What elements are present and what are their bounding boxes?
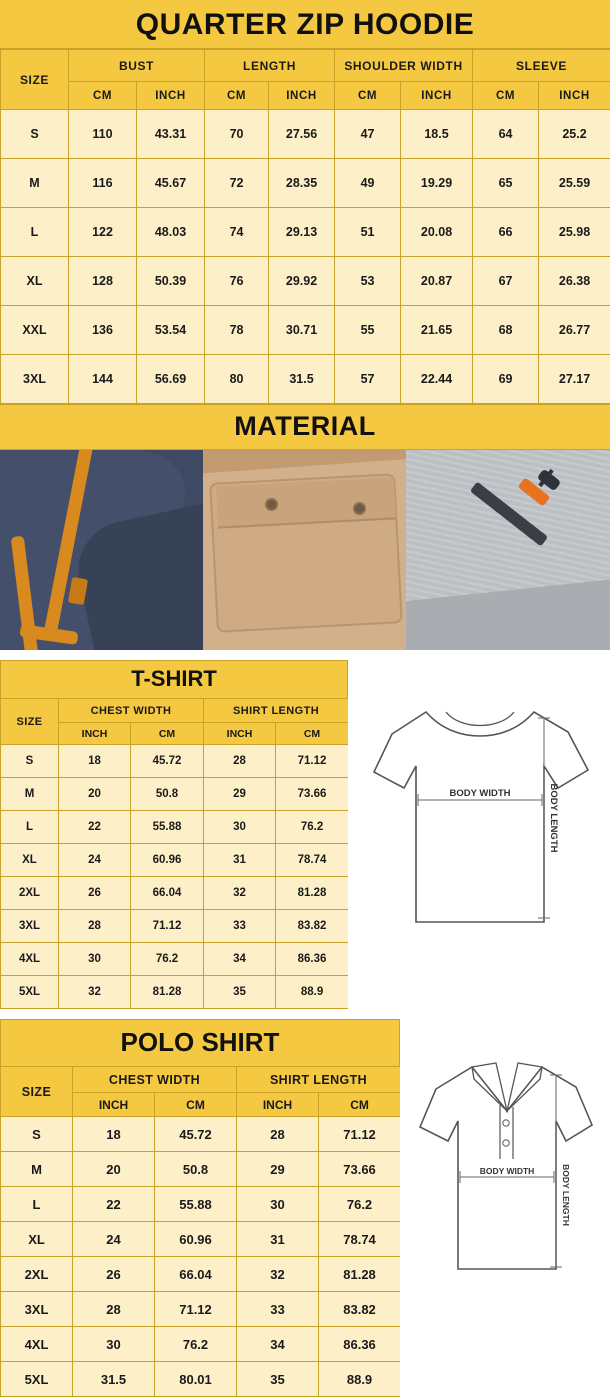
table-row — [1, 110, 610, 159]
hoodie-cell-shoulder-cm: 57 — [335, 355, 401, 404]
hoodie-cell-bust-inch: 53.54 — [137, 306, 205, 355]
tshirt-cell-chest-inch: 20 — [59, 778, 131, 811]
tshirt-cell-size: 4XL — [1, 943, 59, 976]
polo-cell-chest-cm: 80.01 — [155, 1362, 237, 1397]
polo-cell-length-inch: 32 — [237, 1257, 319, 1292]
hoodie-cell-shoulder-inch: 21.65 — [401, 306, 473, 355]
polo-cell-length-cm: 83.82 — [319, 1292, 401, 1327]
polo-body-width-label: BODY WIDTH — [480, 1166, 535, 1176]
table-row — [1, 1362, 401, 1397]
tshirt-cell-length-inch: 31 — [204, 844, 276, 877]
hoodie-cell-sleeve-inch: 27.17 — [539, 355, 610, 404]
polo-cell-size: 4XL — [1, 1327, 73, 1362]
tshirt-body-width-label: BODY WIDTH — [449, 788, 510, 799]
tshirt-group-header-row — [1, 699, 349, 723]
tshirt-cell-length-inch: 29 — [204, 778, 276, 811]
polo-cell-length-inch: 35 — [237, 1362, 319, 1397]
hoodie-header-size: SIZE — [1, 50, 69, 110]
spacer — [0, 1009, 610, 1019]
hoodie-cell-size: S — [1, 110, 69, 159]
hoodie-cell-bust-cm: 110 — [69, 110, 137, 159]
polo-diagram — [400, 1019, 610, 1397]
hoodie-unit-shoulder-cm: CM — [335, 82, 401, 110]
tshirt-cell-length-cm: 83.82 — [276, 910, 349, 943]
table-row — [1, 1187, 401, 1222]
tshirt-diagram — [348, 660, 610, 1009]
hoodie-cell-shoulder-inch: 19.29 — [401, 159, 473, 208]
material-banner: MATERIAL — [0, 404, 610, 450]
polo-header-size: SIZE — [1, 1067, 73, 1117]
hoodie-cell-size: M — [1, 159, 69, 208]
hoodie-header-sleeve: SLEEVE — [473, 50, 610, 82]
hoodie-unit-sleeve-cm: CM — [473, 82, 539, 110]
tshirt-cell-length-inch: 30 — [204, 811, 276, 844]
hoodie-cell-size: 3XL — [1, 355, 69, 404]
polo-cell-chest-inch: 28 — [73, 1292, 155, 1327]
tshirt-cell-length-inch: 32 — [204, 877, 276, 910]
tshirt-cell-length-inch: 28 — [204, 745, 276, 778]
polo-cell-size: L — [1, 1187, 73, 1222]
polo-cell-length-cm: 78.74 — [319, 1222, 401, 1257]
hoodie-cell-sleeve-cm: 64 — [473, 110, 539, 159]
hoodie-group-header-row — [1, 50, 610, 82]
tshirt-cell-length-inch: 33 — [204, 910, 276, 943]
hoodie-cell-shoulder-cm: 55 — [335, 306, 401, 355]
table-row — [1, 877, 349, 910]
hoodie-unit-length-cm: CM — [205, 82, 269, 110]
hoodie-section — [0, 0, 610, 404]
tshirt-cell-chest-inch: 26 — [59, 877, 131, 910]
hoodie-cell-size: XXL — [1, 306, 69, 355]
hoodie-cell-shoulder-inch: 22.44 — [401, 355, 473, 404]
tshirt-cell-chest-inch: 24 — [59, 844, 131, 877]
polo-cell-chest-cm: 50.8 — [155, 1152, 237, 1187]
polo-cell-chest-cm: 71.12 — [155, 1292, 237, 1327]
table-row — [1, 811, 349, 844]
hoodie-cell-shoulder-inch: 18.5 — [401, 110, 473, 159]
hoodie-cell-sleeve-inch: 25.59 — [539, 159, 610, 208]
polo-cell-length-cm: 76.2 — [319, 1187, 401, 1222]
tshirt-header-chest-width: CHEST WIDTH — [59, 699, 204, 723]
polo-cell-length-cm: 73.66 — [319, 1152, 401, 1187]
tshirt-cell-length-cm: 86.36 — [276, 943, 349, 976]
polo-cell-size: 2XL — [1, 1257, 73, 1292]
polo-cell-length-cm: 71.12 — [319, 1117, 401, 1152]
hoodie-cell-bust-inch: 43.31 — [137, 110, 205, 159]
hoodie-cell-length-inch: 28.35 — [269, 159, 335, 208]
hoodie-cell-shoulder-cm: 53 — [335, 257, 401, 306]
hoodie-cell-shoulder-cm: 49 — [335, 159, 401, 208]
tshirt-cell-chest-cm: 71.12 — [131, 910, 204, 943]
tshirt-cell-size: 5XL — [1, 976, 59, 1009]
tshirt-cell-length-cm: 81.28 — [276, 877, 349, 910]
table-row — [1, 257, 610, 306]
polo-group-header-row — [1, 1067, 401, 1093]
tshirt-cell-chest-inch: 30 — [59, 943, 131, 976]
tshirt-header-shirt-length: SHIRT LENGTH — [204, 699, 349, 723]
tshirt-cell-size: 2XL — [1, 877, 59, 910]
hoodie-cell-sleeve-inch: 25.2 — [539, 110, 610, 159]
tshirt-cell-chest-inch: 18 — [59, 745, 131, 778]
hoodie-cell-bust-inch: 45.67 — [137, 159, 205, 208]
hoodie-cell-shoulder-cm: 51 — [335, 208, 401, 257]
tshirt-unit-chest-inch: INCH — [59, 723, 131, 745]
hoodie-cell-length-inch: 31.5 — [269, 355, 335, 404]
polo-cell-size: XL — [1, 1222, 73, 1257]
hoodie-unit-length-inch: INCH — [269, 82, 335, 110]
hoodie-cell-bust-inch: 50.39 — [137, 257, 205, 306]
polo-cell-chest-inch: 20 — [73, 1152, 155, 1187]
table-row — [1, 208, 610, 257]
hoodie-title: QUARTER ZIP HOODIE — [0, 0, 610, 49]
table-row — [1, 159, 610, 208]
tshirt-cell-length-cm: 73.66 — [276, 778, 349, 811]
polo-cell-chest-cm: 66.04 — [155, 1257, 237, 1292]
polo-cell-length-inch: 33 — [237, 1292, 319, 1327]
hoodie-cell-bust-cm: 136 — [69, 306, 137, 355]
polo-cell-chest-inch: 31.5 — [73, 1362, 155, 1397]
hoodie-cell-bust-cm: 128 — [69, 257, 137, 306]
tshirt-section — [0, 660, 610, 1009]
spacer — [0, 650, 610, 660]
tshirt-cell-chest-inch: 22 — [59, 811, 131, 844]
polo-unit-length-cm: CM — [319, 1093, 401, 1117]
tshirt-cell-length-cm: 76.2 — [276, 811, 349, 844]
tshirt-cell-length-cm: 71.12 — [276, 745, 349, 778]
material-photo-strip — [0, 450, 610, 650]
hoodie-cell-sleeve-inch: 25.98 — [539, 208, 610, 257]
table-row — [1, 1257, 401, 1292]
polo-illustration — [400, 1019, 610, 1319]
navy-hoodie-drawstring-photo — [0, 450, 203, 650]
hoodie-header-shoulder-width: SHOULDER WIDTH — [335, 50, 473, 82]
tshirt-cell-chest-cm: 60.96 — [131, 844, 204, 877]
hoodie-header-length: LENGTH — [205, 50, 335, 82]
polo-size-table — [0, 1066, 401, 1397]
polo-cell-length-cm: 86.36 — [319, 1327, 401, 1362]
table-row — [1, 1222, 401, 1257]
polo-cell-length-cm: 81.28 — [319, 1257, 401, 1292]
tshirt-cell-length-inch: 35 — [204, 976, 276, 1009]
polo-cell-length-inch: 34 — [237, 1327, 319, 1362]
hoodie-unit-shoulder-inch: INCH — [401, 82, 473, 110]
hoodie-cell-length-cm: 76 — [205, 257, 269, 306]
polo-cell-size: 3XL — [1, 1292, 73, 1327]
table-row — [1, 976, 349, 1009]
tshirt-illustration — [348, 660, 610, 980]
hoodie-cell-shoulder-inch: 20.87 — [401, 257, 473, 306]
hoodie-cell-size: XL — [1, 257, 69, 306]
polo-cell-size: M — [1, 1152, 73, 1187]
hoodie-cell-bust-inch: 56.69 — [137, 355, 205, 404]
tshirt-cell-size: S — [1, 745, 59, 778]
table-row — [1, 1117, 401, 1152]
hoodie-cell-sleeve-inch: 26.38 — [539, 257, 610, 306]
hoodie-cell-shoulder-cm: 47 — [335, 110, 401, 159]
hoodie-cell-length-cm: 74 — [205, 208, 269, 257]
polo-unit-chest-cm: CM — [155, 1093, 237, 1117]
tshirt-body-length-label: BODY LENGTH — [548, 784, 559, 853]
table-row — [1, 1152, 401, 1187]
polo-cell-chest-cm: 55.88 — [155, 1187, 237, 1222]
hoodie-unit-header-row — [1, 82, 610, 110]
hoodie-cell-sleeve-inch: 26.77 — [539, 306, 610, 355]
tshirt-cell-chest-cm: 81.28 — [131, 976, 204, 1009]
hoodie-cell-bust-cm: 116 — [69, 159, 137, 208]
polo-cell-chest-inch: 24 — [73, 1222, 155, 1257]
tshirt-cell-size: L — [1, 811, 59, 844]
polo-body-length-label: BODY LENGTH — [561, 1164, 571, 1226]
tshirt-table-wrap — [0, 660, 348, 1009]
hoodie-cell-sleeve-cm: 68 — [473, 306, 539, 355]
tshirt-unit-chest-cm: CM — [131, 723, 204, 745]
table-row — [1, 778, 349, 811]
polo-cell-chest-inch: 26 — [73, 1257, 155, 1292]
tshirt-cell-length-cm: 88.9 — [276, 976, 349, 1009]
tshirt-unit-length-cm: CM — [276, 723, 349, 745]
tshirt-cell-size: XL — [1, 844, 59, 877]
tshirt-title: T-SHIRT — [0, 660, 348, 698]
hoodie-cell-length-inch: 27.56 — [269, 110, 335, 159]
hoodie-unit-sleeve-inch: INCH — [539, 82, 610, 110]
tshirt-cell-size: 3XL — [1, 910, 59, 943]
hoodie-size-table — [0, 49, 610, 404]
tshirt-cell-chest-cm: 55.88 — [131, 811, 204, 844]
hoodie-cell-sleeve-cm: 69 — [473, 355, 539, 404]
hoodie-cell-bust-cm: 144 — [69, 355, 137, 404]
tshirt-size-table — [0, 698, 349, 1009]
polo-section — [0, 1019, 610, 1397]
table-row — [1, 306, 610, 355]
tshirt-header-size: SIZE — [1, 699, 59, 745]
tshirt-unit-length-inch: INCH — [204, 723, 276, 745]
hoodie-cell-length-inch: 29.92 — [269, 257, 335, 306]
tshirt-cell-chest-cm: 76.2 — [131, 943, 204, 976]
hoodie-cell-sleeve-cm: 67 — [473, 257, 539, 306]
polo-cell-length-inch: 28 — [237, 1117, 319, 1152]
hoodie-cell-length-cm: 80 — [205, 355, 269, 404]
polo-cell-chest-inch: 18 — [73, 1117, 155, 1152]
table-row — [1, 1292, 401, 1327]
hoodie-cell-size: L — [1, 208, 69, 257]
polo-unit-length-inch: INCH — [237, 1093, 319, 1117]
tshirt-cell-chest-cm: 45.72 — [131, 745, 204, 778]
table-row — [1, 745, 349, 778]
polo-header-shirt-length: SHIRT LENGTH — [237, 1067, 401, 1093]
material-section — [0, 404, 610, 650]
polo-cell-chest-cm: 76.2 — [155, 1327, 237, 1362]
polo-cell-size: 5XL — [1, 1362, 73, 1397]
hoodie-cell-sleeve-cm: 66 — [473, 208, 539, 257]
tshirt-cell-chest-inch: 28 — [59, 910, 131, 943]
polo-unit-chest-inch: INCH — [73, 1093, 155, 1117]
tshirt-cell-size: M — [1, 778, 59, 811]
hoodie-cell-sleeve-cm: 65 — [473, 159, 539, 208]
polo-cell-chest-cm: 60.96 — [155, 1222, 237, 1257]
hoodie-cell-length-inch: 29.13 — [269, 208, 335, 257]
table-row — [1, 355, 610, 404]
tshirt-cell-length-inch: 34 — [204, 943, 276, 976]
tshirt-cell-chest-cm: 50.8 — [131, 778, 204, 811]
tshirt-cell-chest-inch: 32 — [59, 976, 131, 1009]
table-row — [1, 1327, 401, 1362]
polo-cell-chest-inch: 30 — [73, 1327, 155, 1362]
hoodie-unit-bust-cm: CM — [69, 82, 137, 110]
hoodie-cell-bust-cm: 122 — [69, 208, 137, 257]
polo-cell-size: S — [1, 1117, 73, 1152]
polo-header-chest-width: CHEST WIDTH — [73, 1067, 237, 1093]
hoodie-header-bust: BUST — [69, 50, 205, 82]
polo-cell-length-inch: 31 — [237, 1222, 319, 1257]
grey-fleece-pen-photo — [406, 450, 610, 650]
hoodie-cell-shoulder-inch: 20.08 — [401, 208, 473, 257]
khaki-sleeve-pocket-photo — [203, 450, 406, 650]
table-row — [1, 844, 349, 877]
polo-title: POLO SHIRT — [0, 1019, 400, 1066]
hoodie-cell-bust-inch: 48.03 — [137, 208, 205, 257]
tshirt-cell-chest-cm: 66.04 — [131, 877, 204, 910]
hoodie-cell-length-cm: 72 — [205, 159, 269, 208]
polo-cell-chest-inch: 22 — [73, 1187, 155, 1222]
polo-cell-length-cm: 88.9 — [319, 1362, 401, 1397]
hoodie-unit-bust-inch: INCH — [137, 82, 205, 110]
polo-cell-chest-cm: 45.72 — [155, 1117, 237, 1152]
polo-table-wrap — [0, 1019, 400, 1397]
snap-button — [265, 498, 278, 511]
hoodie-cell-length-inch: 30.71 — [269, 306, 335, 355]
polo-cell-length-inch: 30 — [237, 1187, 319, 1222]
tshirt-cell-length-cm: 78.74 — [276, 844, 349, 877]
hoodie-cell-length-cm: 70 — [205, 110, 269, 159]
polo-cell-length-inch: 29 — [237, 1152, 319, 1187]
table-row — [1, 910, 349, 943]
snap-button — [353, 502, 366, 515]
table-row — [1, 943, 349, 976]
hoodie-cell-length-cm: 78 — [205, 306, 269, 355]
